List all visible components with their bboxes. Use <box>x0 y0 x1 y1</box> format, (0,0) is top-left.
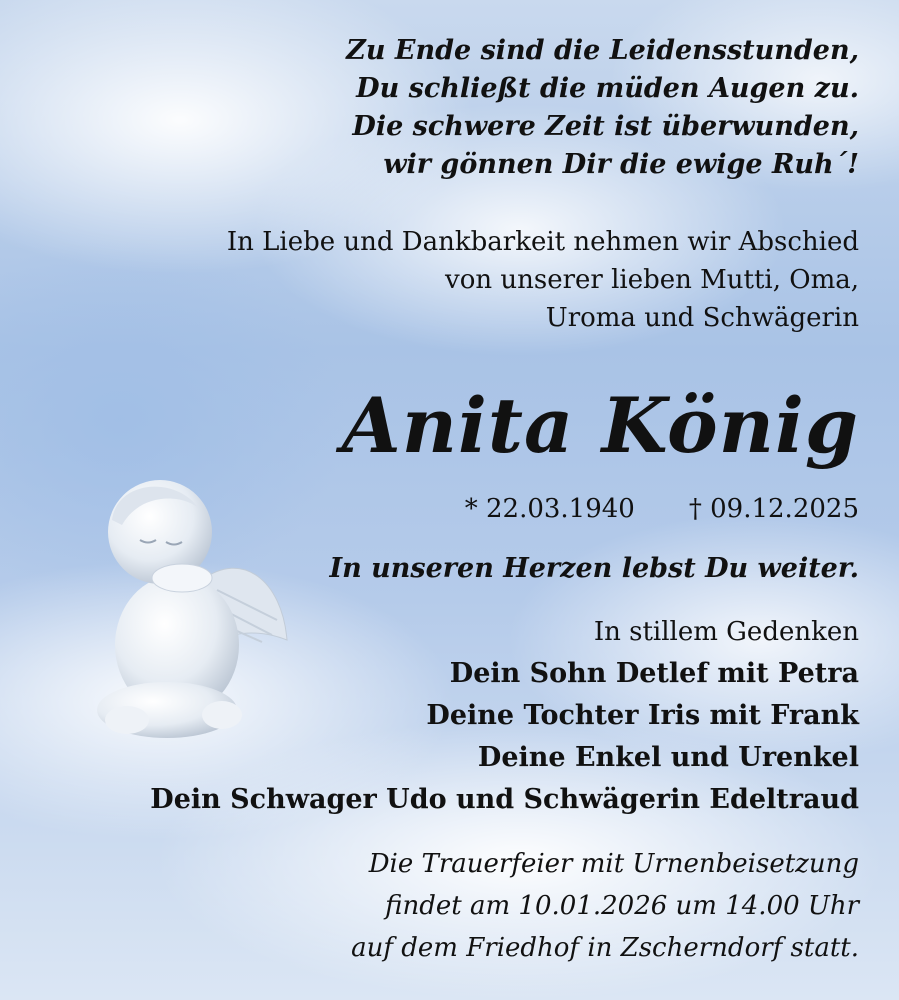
mourner-name: Deine Enkel und Urenkel <box>477 742 859 773</box>
verse-line: wir gönnen Dir die ewige Ruh´! <box>383 149 859 180</box>
farewell-line: von unserer lieben Mutti, Oma, <box>445 265 859 295</box>
angel-figurine-icon <box>82 470 292 750</box>
farewell-line: Uroma und Schwägerin <box>545 303 859 333</box>
mourners-heading: In stillem Gedenken <box>593 617 859 647</box>
deceased-name: Anita König <box>341 381 859 470</box>
mourner-name: Dein Sohn Detlef mit Petra <box>449 658 859 689</box>
verse-line: Die schwere Zeit ist überwunden, <box>352 111 859 142</box>
life-dates <box>465 490 859 528</box>
verse <box>346 32 859 184</box>
farewell-line: In Liebe und Dankbarkeit nehmen wir Abschied <box>226 227 859 257</box>
service-line: Die Trauerfeier mit Urnenbeisetzung <box>368 849 859 879</box>
verse-line: Zu Ende sind die Leidensstunden, <box>346 35 859 66</box>
funeral-service-info <box>351 843 859 969</box>
motto: In unseren Herzen lebst Du weiter. <box>329 553 859 584</box>
service-line: auf dem Friedhof in Zscherndorf statt. <box>351 933 859 963</box>
verse-line: Du schließt die müden Augen zu. <box>356 73 859 104</box>
mourner-name: Deine Tochter Iris mit Frank <box>426 700 859 731</box>
service-line: findet am 10.01.2026 um 14.00 Uhr <box>385 891 859 921</box>
death-date: † 09.12.2025 <box>688 494 859 524</box>
birth-date: * 22.03.1940 <box>464 494 635 524</box>
farewell-text <box>227 223 859 337</box>
mourner-name: Dein Schwager Udo und Schwägerin Edeltraud <box>150 784 859 815</box>
